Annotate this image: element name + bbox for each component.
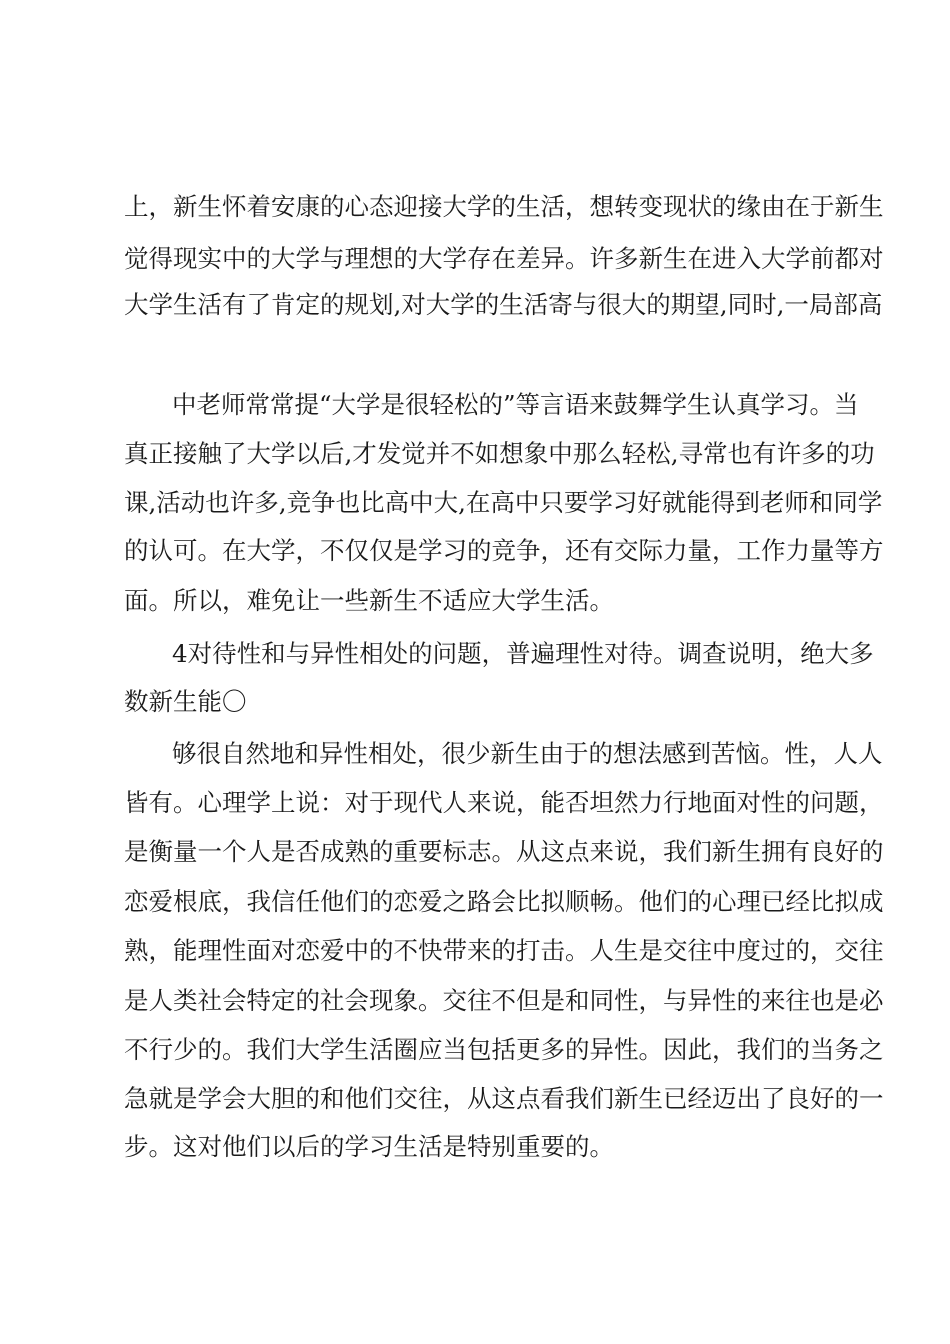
- text-line: 恋爱根底，我信任他们的恋爱之路会比拟顺畅。他们的心理已经比拟成: [124, 887, 884, 916]
- text-line: 大学生活有了肯定的规划,对大学的生活寄与很大的期望,同时,一局部高: [124, 290, 883, 319]
- text-line: 面。所以，难免让一些新生不适应大学生活。: [124, 586, 614, 615]
- text-line: 上，新生怀着安康的心态迎接大学的生活，想转变现状的缘由在于新生: [124, 192, 884, 221]
- text-line: 4对待性和与异性相处的问题，普遍理性对待。调查说明，绝大多: [172, 639, 874, 668]
- text-line: 数新生能〇: [124, 687, 247, 716]
- text-line: 是衡量一个人是否成熟的重要标志。从这点来说，我们新生拥有良好的: [124, 837, 884, 866]
- text-line: 不行少的。我们大学生活圈应当包括更多的异性。因此，我们的当务之: [124, 1035, 884, 1064]
- text-line: 课,活动也许多,竞争也比高中大,在高中只要学习好就能得到老师和同学: [124, 488, 883, 517]
- text-line: 急就是学会大胆的和他们交往，从这点看我们新生已经迈出了良好的一: [124, 1084, 884, 1113]
- text-line: 熟，能理性面对恋爱中的不快带来的打击。人生是交往中度过的，交往: [124, 936, 884, 965]
- text-line: 皆有。心理学上说：对于现代人来说，能否坦然力行地面对性的问题，: [124, 788, 884, 817]
- text-line: 步。这对他们以后的学习生活是特别重要的。: [124, 1132, 614, 1161]
- text-line: 是人类社会特定的社会现象。交往不但是和同性，与异性的来往也是必: [124, 986, 884, 1015]
- text-line: 真正接触了大学以后,才发觉并不如想象中那么轻松,寻常也有许多的功: [124, 439, 875, 468]
- text-line: 觉得现实中的大学与理想的大学存在差异。许多新生在进入大学前都对: [124, 244, 884, 273]
- text-line: 够很自然地和异性相处，很少新生由于的想法感到苦恼。性，人人: [172, 739, 883, 768]
- text-line: 中老师常常提“大学是很轻松的”等言语来鼓舞学生认真学习。当: [172, 390, 859, 419]
- text-line: 的认可。在大学，不仅仅是学习的竞争，还有交际力量，工作力量等方: [124, 536, 884, 565]
